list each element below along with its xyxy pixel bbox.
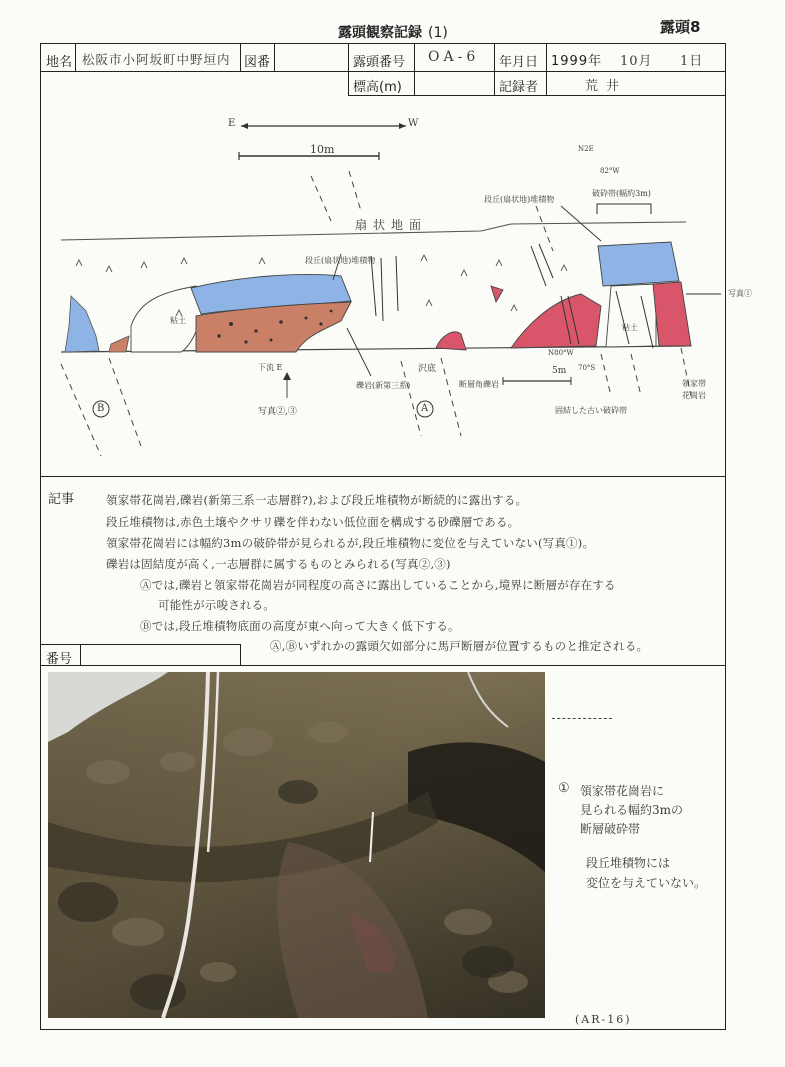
granite-middle: [511, 294, 601, 348]
dip2-label: 70°S: [578, 364, 596, 372]
outcrop-photo: [48, 672, 545, 1018]
caption-line: 見られる幅約3mの: [580, 803, 684, 817]
altitude-label: 標高(m): [353, 80, 402, 95]
downstream-label: 下流 E: [258, 363, 283, 372]
form-col-divider: [546, 43, 547, 95]
note-line: Ⓐでは,礫岩と領家帯花崗岩が同程度の高さに露出していることから,境界に断層が存在する: [140, 578, 616, 592]
fault-breccia-label: 断層角礫岩: [459, 380, 499, 389]
number-box-divider: [80, 644, 81, 665]
caption-number: ①: [558, 781, 570, 796]
note-line: 段丘堆積物は,赤色土壌やクサリ礫を伴わない低位面を構成する砂礫層である。: [106, 515, 520, 529]
clay-label-left: 粘土: [170, 316, 186, 325]
note-line: 領家帯花崗岩,礫岩(新第三系一志層群?),および段丘堆積物が断続的に露出する。: [106, 493, 528, 507]
date-label: 年月日: [499, 55, 539, 70]
clay-label-right: 粘土: [622, 323, 638, 332]
note-line: 礫岩は固結度が高く,一志層群に属するものとみられる(写真②,③): [106, 557, 451, 571]
gravel-label: 礫岩(新第三系): [356, 381, 411, 390]
ryoke-label-2: 花崗岩: [682, 391, 706, 400]
scale-10m-label: 10m: [310, 143, 335, 156]
outcrop-corner-label: 露頭8: [660, 18, 701, 36]
form-col-divider: [348, 43, 349, 95]
form-col-divider: [494, 43, 495, 95]
strike-label: N2E: [578, 145, 594, 153]
terrace-deposit-left: [65, 296, 99, 352]
outcrop-no-value: OA-6: [428, 49, 480, 65]
place-value: 松阪市小阿坂町中野垣内: [82, 52, 231, 67]
photo1-label: 写真①: [728, 289, 752, 298]
n-direction-label: N80°W: [548, 349, 574, 357]
outcrop-no-label: 露頭番号: [353, 55, 406, 70]
notes-label: 記事: [48, 492, 75, 507]
scale-5m-label: 5m: [552, 366, 567, 376]
dir-e-label: E: [228, 118, 236, 129]
granite-right: [653, 282, 691, 346]
terrace-label: 段丘(扇状地)堆積物: [305, 256, 376, 265]
form-col-divider: [274, 43, 275, 71]
recorder-value: 荒井: [585, 79, 628, 94]
caption-line: 変位を与えていない。: [586, 876, 707, 890]
form-col-divider: [414, 43, 415, 95]
note-line: Ⓐ,Ⓑいずれかの露頭欠如部分に馬戸断層が位置するものと推定される。: [270, 639, 649, 653]
fracture-zone-label: 破砕帯(幅約3m): [592, 189, 651, 198]
terrace-label-right: 段丘(扇状地)堆積物: [484, 195, 555, 204]
terrace-deposit-right: [598, 242, 679, 286]
note-line: 領家帯花崗岩には幅約3mの破砕帯が見られるが,段丘堆積物に変位を与えていない(写真①)。: [106, 536, 595, 550]
form-row-divider: [40, 476, 726, 477]
recorder-label: 記録者: [499, 80, 539, 95]
form-row-divider: [40, 665, 726, 666]
form-col-divider: [240, 43, 241, 71]
stream-bed-label: 沢底: [418, 364, 437, 374]
note-line: 可能性が示唆される。: [158, 598, 275, 612]
date-month: 10月: [620, 54, 653, 69]
page-title: 露頭観察記録 (1): [338, 25, 448, 41]
place-label: 地名: [46, 55, 73, 70]
date-year: 1999年: [551, 54, 603, 69]
note-line: Ⓑでは,段丘堆積物底面の高度が東へ向って大きく低下する。: [140, 619, 460, 633]
form-col-divider: [75, 43, 76, 71]
caption-line: 領家帯花崗岩に: [580, 784, 665, 798]
marker-a-label: A: [421, 403, 429, 414]
marker-b-label: B: [97, 403, 105, 414]
date-day: 1日: [680, 54, 704, 69]
caption-line: 段丘堆積物には: [586, 856, 671, 870]
ryoke-label: 領家帯: [682, 379, 706, 388]
outcrop-sketch: [41, 96, 725, 476]
sheet-label: 図番: [244, 55, 271, 70]
footer-code: (AR-16): [575, 1013, 632, 1026]
caption-line: 断層破砕帯: [580, 822, 641, 836]
granite-small: [436, 332, 466, 350]
surface-label: 扇状地面: [355, 218, 428, 232]
number-box-top: [40, 644, 240, 645]
dip-label: 82°W: [600, 167, 620, 175]
photo23-label: 写真②,③: [258, 407, 297, 417]
number-box-right: [240, 644, 241, 665]
consolidated-label: 固結した古い破砕帯: [555, 406, 627, 415]
photo-pointer-line: [552, 718, 612, 719]
form-row-divider: [40, 71, 726, 72]
number-label: 番号: [46, 652, 73, 667]
dir-w-label: W: [408, 118, 419, 129]
